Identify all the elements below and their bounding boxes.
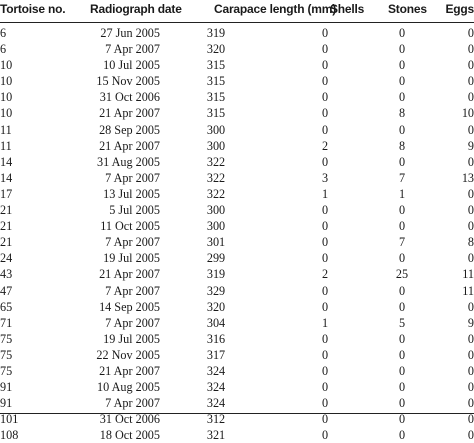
cell-stones: 0 <box>398 90 406 105</box>
cell-shells: 3 <box>321 170 329 185</box>
cell-carapace-length: 321 <box>206 428 226 443</box>
cell-carapace-length: 329 <box>206 283 226 298</box>
cell-radiograph-date: 22 Nov 2005 <box>96 347 160 362</box>
cell-tortoise-no: 47 <box>0 283 13 298</box>
cell-shells: 0 <box>321 122 329 137</box>
header-shells: Shells <box>330 2 365 16</box>
cell-radiograph-date: 18 Oct 2005 <box>99 428 160 443</box>
cell-stones: 0 <box>398 42 406 57</box>
cell-carapace-length: 319 <box>206 267 226 282</box>
cell-eggs: 0 <box>467 380 474 395</box>
cell-eggs: 0 <box>467 363 474 378</box>
cell-shells: 0 <box>321 283 329 298</box>
cell-carapace-length: 324 <box>206 380 226 395</box>
cell-tortoise-no: 10 <box>0 58 13 73</box>
cell-stones: 25 <box>395 267 409 282</box>
cell-shells: 0 <box>321 58 329 73</box>
cell-carapace-length: 324 <box>206 363 226 378</box>
table-row <box>0 379 474 395</box>
cell-radiograph-date: 21 Apr 2007 <box>99 267 160 282</box>
cell-radiograph-date: 31 Oct 2006 <box>99 90 160 105</box>
cell-radiograph-date: 13 Jul 2005 <box>103 186 160 201</box>
cell-eggs: 0 <box>467 122 474 137</box>
cell-tortoise-no: 65 <box>0 299 13 314</box>
cell-carapace-length: 300 <box>206 203 226 218</box>
cell-radiograph-date: 21 Apr 2007 <box>99 138 160 153</box>
cell-tortoise-no: 21 <box>0 203 13 218</box>
cell-carapace-length: 312 <box>206 412 226 427</box>
cell-carapace-length: 299 <box>206 251 226 266</box>
cell-tortoise-no: 108 <box>0 428 19 443</box>
cell-shells: 0 <box>321 235 329 250</box>
cell-carapace-length: 319 <box>206 26 226 40</box>
cell-tortoise-no: 71 <box>0 315 13 330</box>
cell-eggs: 0 <box>467 154 474 169</box>
table-header <box>0 0 474 24</box>
cell-eggs: 9 <box>467 315 474 330</box>
cell-carapace-length: 315 <box>206 58 226 73</box>
cell-shells: 0 <box>321 363 329 378</box>
cell-shells: 2 <box>321 138 329 153</box>
table-row <box>0 395 474 411</box>
cell-stones: 0 <box>398 283 406 298</box>
cell-radiograph-date: 21 Apr 2007 <box>99 363 160 378</box>
cell-stones: 0 <box>398 331 406 346</box>
cell-tortoise-no: 14 <box>0 170 13 185</box>
cell-carapace-length: 324 <box>206 396 226 411</box>
cell-carapace-length: 316 <box>206 331 226 346</box>
cell-tortoise-no: 10 <box>0 74 13 89</box>
cell-radiograph-date: 10 Aug 2005 <box>97 380 160 395</box>
cell-shells: 1 <box>321 315 329 330</box>
cell-radiograph-date: 7 Apr 2007 <box>105 170 160 185</box>
table-row <box>0 427 474 443</box>
cell-shells: 0 <box>321 106 329 121</box>
table-row <box>0 170 474 186</box>
cell-carapace-length: 300 <box>206 122 226 137</box>
cell-carapace-length: 322 <box>206 186 226 201</box>
cell-stones: 1 <box>398 186 406 201</box>
cell-tortoise-no: 10 <box>0 90 13 105</box>
header-eggs: Eggs <box>445 2 474 16</box>
cell-eggs: 0 <box>467 26 474 40</box>
cell-shells: 0 <box>321 412 329 427</box>
cell-shells: 0 <box>321 154 329 169</box>
cell-stones: 8 <box>398 138 406 153</box>
cell-radiograph-date: 14 Sep 2005 <box>99 299 160 314</box>
cell-carapace-length: 300 <box>206 219 226 234</box>
cell-stones: 0 <box>398 26 406 40</box>
cell-radiograph-date: 5 Jul 2005 <box>109 203 160 218</box>
cell-stones: 0 <box>398 58 406 73</box>
cell-eggs: 0 <box>467 331 474 346</box>
cell-carapace-length: 304 <box>206 315 226 330</box>
cell-tortoise-no: 75 <box>0 331 13 346</box>
cell-stones: 0 <box>398 251 406 266</box>
cell-stones: 0 <box>398 380 406 395</box>
cell-eggs: 0 <box>467 299 474 314</box>
cell-stones: 0 <box>398 363 406 378</box>
cell-eggs: 11 <box>462 283 474 298</box>
table-row <box>0 315 474 331</box>
cell-radiograph-date: 19 Jul 2005 <box>103 331 160 346</box>
cell-stones: 0 <box>398 347 406 362</box>
cell-carapace-length: 320 <box>206 42 226 57</box>
cell-carapace-length: 322 <box>206 154 226 169</box>
cell-stones: 0 <box>398 154 406 169</box>
cell-radiograph-date: 15 Nov 2005 <box>96 74 160 89</box>
table-row <box>0 105 474 121</box>
cell-tortoise-no: 10 <box>0 106 13 121</box>
cell-radiograph-date: 31 Aug 2005 <box>97 154 160 169</box>
cell-eggs: 0 <box>467 428 474 443</box>
cell-eggs: 0 <box>467 251 474 266</box>
table-row <box>0 57 474 73</box>
cell-eggs: 0 <box>467 203 474 218</box>
cell-eggs: 0 <box>467 396 474 411</box>
cell-radiograph-date: 11 Oct 2005 <box>100 219 160 234</box>
cell-carapace-length: 322 <box>206 170 226 185</box>
cell-shells: 0 <box>321 219 329 234</box>
cell-eggs: 0 <box>467 74 474 89</box>
cell-carapace-length: 320 <box>206 299 226 314</box>
cell-radiograph-date: 27 Jun 2005 <box>100 26 160 40</box>
table-row <box>0 250 474 266</box>
cell-stones: 0 <box>398 428 406 443</box>
cell-eggs: 0 <box>467 42 474 57</box>
cell-tortoise-no: 75 <box>0 347 13 362</box>
cell-tortoise-no: 91 <box>0 380 13 395</box>
cell-radiograph-date: 7 Apr 2007 <box>105 283 160 298</box>
table-row <box>0 202 474 218</box>
table-row <box>0 154 474 170</box>
cell-eggs: 13 <box>461 170 474 185</box>
table-body <box>0 25 474 443</box>
cell-tortoise-no: 21 <box>0 235 13 250</box>
table-row <box>0 283 474 299</box>
cell-shells: 0 <box>321 203 329 218</box>
cell-eggs: 11 <box>462 267 474 282</box>
cell-eggs: 0 <box>467 219 474 234</box>
cell-stones: 7 <box>398 235 406 250</box>
header-stones: Stones <box>388 2 427 16</box>
cell-radiograph-date: 19 Jul 2005 <box>103 251 160 266</box>
cell-eggs: 0 <box>467 58 474 73</box>
cell-tortoise-no: 91 <box>0 396 13 411</box>
table-row <box>0 89 474 105</box>
cell-radiograph-date: 7 Apr 2007 <box>105 396 160 411</box>
cell-shells: 0 <box>321 74 329 89</box>
cell-shells: 0 <box>321 428 329 443</box>
cell-eggs: 8 <box>467 235 474 250</box>
cell-tortoise-no: 14 <box>0 154 13 169</box>
table-row <box>0 266 474 282</box>
cell-eggs: 0 <box>467 186 474 201</box>
cell-radiograph-date: 7 Apr 2007 <box>105 315 160 330</box>
cell-carapace-length: 315 <box>206 106 226 121</box>
cell-stones: 8 <box>398 106 406 121</box>
cell-shells: 0 <box>321 299 329 314</box>
cell-tortoise-no: 6 <box>0 26 7 40</box>
cell-carapace-length: 315 <box>206 90 226 105</box>
table-row <box>0 234 474 250</box>
cell-radiograph-date: 31 Oct 2006 <box>99 412 160 427</box>
cell-shells: 0 <box>321 331 329 346</box>
table-row <box>0 347 474 363</box>
cell-eggs: 0 <box>467 90 474 105</box>
cell-shells: 0 <box>321 251 329 266</box>
cell-tortoise-no: 21 <box>0 219 13 234</box>
header-radiograph-date: Radiograph date <box>90 2 182 16</box>
cell-stones: 5 <box>398 315 406 330</box>
cell-shells: 2 <box>321 267 329 282</box>
cell-radiograph-date: 10 Jul 2005 <box>103 58 160 73</box>
cell-tortoise-no: 43 <box>0 267 13 282</box>
cell-shells: 0 <box>321 380 329 395</box>
cell-carapace-length: 315 <box>206 74 226 89</box>
header-rule <box>0 22 474 23</box>
cell-tortoise-no: 11 <box>0 138 12 153</box>
cell-shells: 0 <box>321 26 329 40</box>
cell-eggs: 10 <box>461 106 474 121</box>
cell-tortoise-no: 11 <box>0 122 12 137</box>
table-row <box>0 25 474 41</box>
cell-stones: 0 <box>398 396 406 411</box>
cell-shells: 0 <box>321 90 329 105</box>
cell-tortoise-no: 6 <box>0 42 7 57</box>
table-row <box>0 186 474 202</box>
cell-tortoise-no: 75 <box>0 363 13 378</box>
cell-radiograph-date: 28 Sep 2005 <box>99 122 160 137</box>
cell-carapace-length: 300 <box>206 138 226 153</box>
cell-eggs: 0 <box>467 347 474 362</box>
cell-shells: 1 <box>321 186 329 201</box>
cell-stones: 0 <box>398 203 406 218</box>
cell-eggs: 0 <box>467 412 474 427</box>
cell-radiograph-date: 7 Apr 2007 <box>105 42 160 57</box>
table-row <box>0 138 474 154</box>
cell-stones: 0 <box>398 219 406 234</box>
cell-stones: 0 <box>398 299 406 314</box>
cell-stones: 7 <box>398 170 406 185</box>
cell-shells: 0 <box>321 347 329 362</box>
cell-tortoise-no: 24 <box>0 251 13 266</box>
cell-stones: 0 <box>398 122 406 137</box>
table-row <box>0 331 474 347</box>
header-tortoise-no: Tortoise no. <box>0 2 66 16</box>
cell-tortoise-no: 17 <box>0 186 13 201</box>
cell-shells: 0 <box>321 42 329 57</box>
table-row <box>0 122 474 138</box>
table-row <box>0 73 474 89</box>
cell-radiograph-date: 7 Apr 2007 <box>105 235 160 250</box>
cell-stones: 0 <box>398 74 406 89</box>
cell-shells: 0 <box>321 396 329 411</box>
table-row <box>0 41 474 57</box>
cell-tortoise-no: 101 <box>0 412 19 427</box>
cell-eggs: 9 <box>467 138 474 153</box>
cell-carapace-length: 317 <box>206 347 226 362</box>
cell-radiograph-date: 21 Apr 2007 <box>99 106 160 121</box>
table-row <box>0 218 474 234</box>
table-row <box>0 363 474 379</box>
cell-stones: 0 <box>398 412 406 427</box>
table-row <box>0 299 474 315</box>
cell-carapace-length: 301 <box>206 235 226 250</box>
header-carapace-length: Carapace length (mm) <box>214 2 337 16</box>
